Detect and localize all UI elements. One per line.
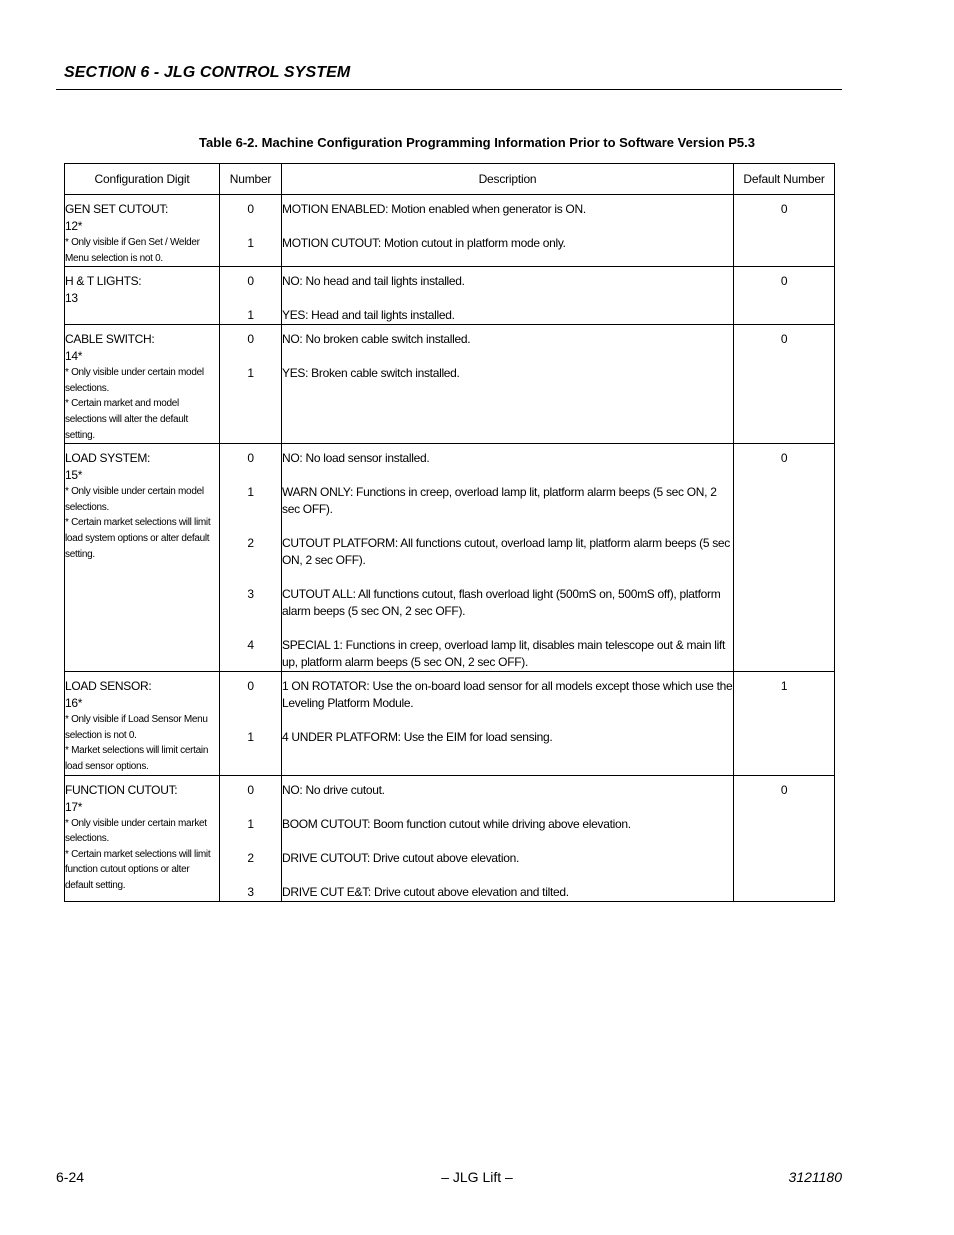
section-title: SECTION 6 - JLG CONTROL SYSTEM — [64, 64, 351, 81]
config-digit-note: * Certain market and model selections will alter the default setting. — [65, 398, 188, 441]
config-digit-note: * Only visible if Gen Set / Welder Menu selection is not 0. — [65, 237, 200, 264]
config-digit-code: 17* — [65, 799, 83, 814]
footer-brand: – JLG Lift – — [441, 1169, 513, 1185]
table-row — [65, 672, 835, 775]
option-number-cell — [220, 325, 282, 444]
config-digit-note: * Only visible if Load Sensor Menu selection is not 0. — [65, 714, 208, 741]
config-digit-note: * Certain market selections will limit load system options or alter default setting. — [65, 517, 211, 560]
config-digit-cell — [65, 325, 220, 444]
option-number: 1 — [247, 236, 254, 250]
option-description: WARN ONLY: Functions in creep, overload lamp lit, platform alarm beeps (5 sec ON, 2 sec OFF). — [282, 485, 717, 517]
option-number: 0 — [247, 679, 254, 694]
table-body — [65, 195, 835, 902]
default-number-cell: 0 — [734, 325, 835, 444]
option-description: CUTOUT ALL: All functions cutout, flash overload light (500mS on, 500mS off), platform alarm beeps (5 sec ON, 2 sec OFF). — [282, 587, 721, 619]
option-description: DRIVE CUTOUT: Drive cutout above elevation. — [282, 850, 519, 865]
default-number-cell: 0 — [734, 195, 835, 267]
config-digit-note: * Market selections will limit certain load sensor options. — [65, 745, 209, 772]
config-digit-cell — [65, 672, 220, 775]
option-description-cell — [282, 444, 734, 672]
option-description: NO: No drive cutout. — [282, 782, 385, 797]
column-header-description: Description — [282, 164, 734, 195]
table-row — [65, 195, 835, 267]
option-number: 1 — [247, 730, 254, 745]
column-header-default-number: Default Number — [734, 164, 835, 195]
option-number: 1 — [247, 485, 254, 500]
table-row — [65, 267, 835, 325]
page-number: 6-24 — [56, 1169, 85, 1185]
option-number-cell — [220, 775, 282, 901]
column-header-configuration-digit: Configuration Digit — [65, 164, 220, 195]
config-digit-name: LOAD SENSOR: — [65, 679, 152, 694]
option-number: 2 — [247, 850, 254, 865]
table-caption: Table 6-2. Machine Configuration Programming Information Prior to Software Version P5.3 — [199, 135, 755, 150]
option-number: 3 — [247, 884, 254, 899]
option-description: NO: No load sensor installed. — [282, 451, 430, 466]
config-digit-note: * Only visible under certain market selections. — [65, 817, 207, 845]
config-digit-name: LOAD SYSTEM: — [65, 451, 151, 466]
config-digit-code: 13 — [65, 291, 78, 306]
option-description-cell — [282, 325, 734, 444]
config-digit-cell — [65, 444, 220, 672]
option-description: YES: Broken cable switch installed. — [282, 366, 460, 381]
config-digit-name: CABLE SWITCH: — [65, 332, 155, 347]
option-description: SPECIAL 1: Functions in creep, overload lamp lit, disables main telescope out & main lift up, platform alarm beeps (5 sec ON, 2 sec OFF). — [282, 638, 726, 670]
config-digit-code: 12* — [65, 219, 83, 233]
config-digit-code: 15* — [65, 468, 83, 483]
option-description-cell — [282, 195, 734, 267]
option-description-cell — [282, 267, 734, 325]
option-number: 2 — [247, 536, 254, 551]
document-number: 3121180 — [788, 1169, 842, 1185]
default-number-cell: 1 — [734, 672, 835, 775]
config-digit-note: * Only visible under certain model selections. — [65, 486, 204, 513]
option-description: MOTION CUTOUT: Motion cutout in platform mode only. — [282, 236, 566, 250]
option-description: BOOM CUTOUT: Boom function cutout while driving above elevation. — [282, 816, 631, 831]
option-number-cell — [220, 672, 282, 775]
option-description: 4 UNDER PLATFORM: Use the EIM for load sensing. — [282, 730, 553, 745]
config-digit-cell — [65, 267, 220, 325]
option-description: DRIVE CUT E&T: Drive cutout above elevation and tilted. — [282, 884, 569, 899]
config-digit-code: 16* — [65, 696, 83, 711]
option-number: 4 — [247, 638, 254, 653]
option-description: NO: No head and tail lights installed. — [282, 274, 465, 289]
option-number-cell — [220, 195, 282, 267]
config-digit-name: FUNCTION CUTOUT: — [65, 782, 178, 797]
config-digit-name: GEN SET CUTOUT: — [65, 202, 169, 216]
option-number: 1 — [247, 308, 254, 323]
table-row — [65, 325, 835, 444]
option-number-cell — [220, 444, 282, 672]
config-digit-code: 14* — [65, 349, 83, 364]
header-divider — [56, 89, 842, 90]
option-description-cell — [282, 672, 734, 775]
config-digit-note: * Certain market selections will limit function cutout options or alter default setting. — [65, 848, 211, 891]
option-description: YES: Head and tail lights installed. — [282, 308, 455, 323]
config-digit-cell — [65, 195, 220, 267]
option-description-cell — [282, 775, 734, 901]
table-header-row — [65, 164, 835, 195]
option-description: 1 ON ROTATOR: Use the on-board load sensor for all models except those which use the Leveling Platform Module. — [282, 679, 733, 711]
table-row — [65, 444, 835, 672]
option-number: 1 — [247, 816, 254, 831]
configuration-table — [64, 163, 835, 902]
option-number: 0 — [247, 451, 254, 466]
option-description: NO: No broken cable switch installed. — [282, 332, 471, 347]
option-number: 0 — [247, 782, 254, 797]
option-number: 0 — [247, 332, 254, 347]
config-digit-note: * Only visible under certain model selections. — [65, 367, 204, 394]
option-number: 0 — [247, 274, 254, 289]
default-number-cell: 0 — [734, 267, 835, 325]
option-number: 3 — [247, 587, 254, 602]
option-description: MOTION ENABLED: Motion enabled when generator is ON. — [282, 202, 586, 216]
option-description: CUTOUT PLATFORM: All functions cutout, overload lamp lit, platform alarm beeps (5 sec ON, 2 sec OFF). — [282, 536, 731, 568]
option-number-cell — [220, 267, 282, 325]
default-number-cell: 0 — [734, 444, 835, 672]
default-number-cell: 0 — [734, 775, 835, 901]
table-row — [65, 775, 835, 901]
column-header-number: Number — [220, 164, 282, 195]
option-number: 1 — [247, 366, 254, 381]
option-number: 0 — [247, 202, 254, 216]
config-digit-name: H & T LIGHTS: — [65, 274, 142, 289]
config-digit-cell — [65, 775, 220, 901]
